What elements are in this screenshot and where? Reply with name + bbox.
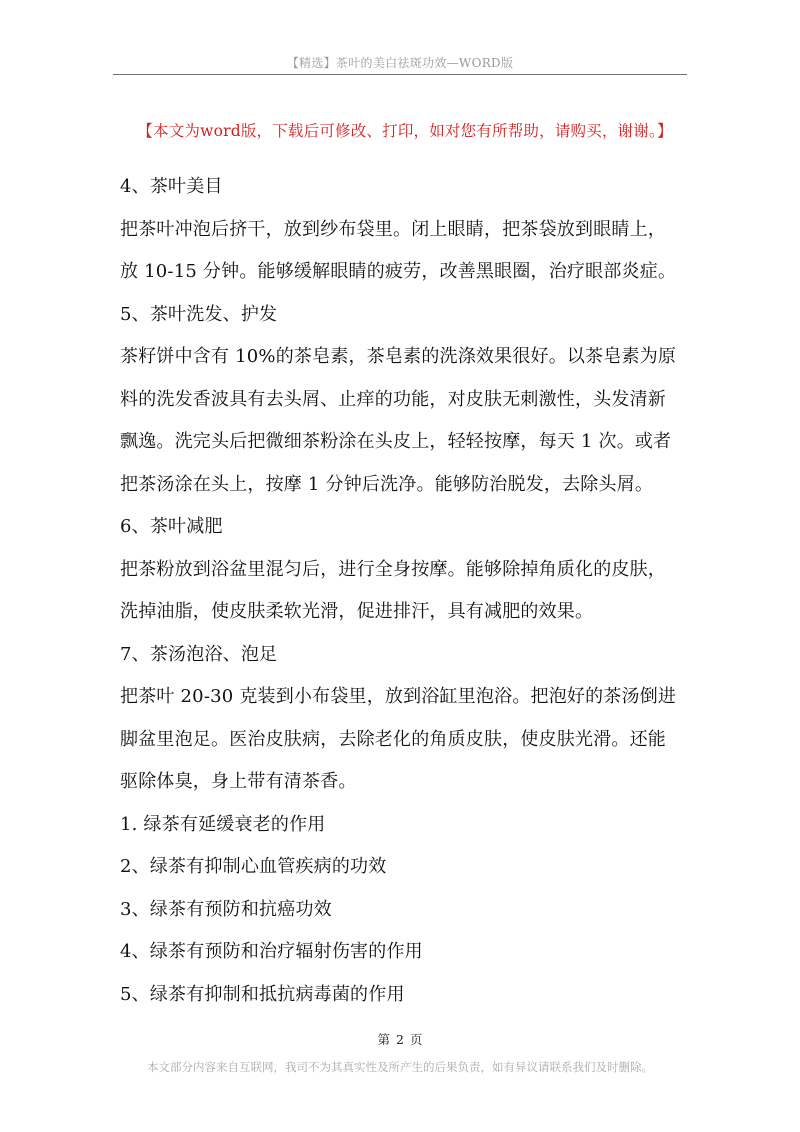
paragraph-line: 把茶粉放到浴盆里混匀后，进行全身按摩。能够除掉角质化的皮肤， [120,558,666,580]
page-suffix: 页 [409,1032,423,1047]
page-header-title: 【精选】茶叶的美白祛斑功效—WORD版 [286,56,514,70]
page-number-value: 2 [396,1032,404,1047]
page-prefix: 第 [377,1032,391,1047]
list-item: 3、绿茶有预防和抗癌功效 [120,898,332,920]
paragraph-line: 茶籽饼中含有 10%的茶皂素，茶皂素的洗涤效果很好。以茶皂素为原 [120,346,677,367]
paragraph-line: 料的洗发香波具有去头屑、止痒的功能，对皮肤无刺激性，头发清新 [120,388,666,410]
paragraph-line: 驱除体臭，身上带有清茶香。 [120,771,357,792]
paragraph-line: 把茶叶 20-30 克装到小布袋里，放到浴缸里泡浴。把泡好的茶汤倒进 [120,686,677,707]
paragraph-line: 飘逸。洗完头后把微细茶粉涂在头皮上，轻轻按摩，每天 1 次。或者 [120,431,672,452]
page-number [0,1030,800,1048]
header-divider [113,74,687,75]
paragraph-line: 放 10-15 分钟。能够缓解眼睛的疲劳，改善黑眼圈，治疗眼部炎症。 [120,261,677,282]
section-heading-hair: 5、茶叶洗发、护发 [120,303,278,325]
paragraph-line: 脚盆里泡足。医治皮肤病，去除老化的角质皮肤，使皮肤光滑。还能 [120,728,666,750]
list-item: 1. 绿茶有延缓衰老的作用 [120,813,326,835]
section-heading-eyes: 4、茶叶美目 [120,176,223,197]
paragraph-line: 洗掉油脂，使皮肤柔软光滑，促进排汗，具有减肥的效果。 [120,601,594,622]
section-heading-bath: 7、茶汤泡浴、泡足 [120,643,278,665]
paragraph-line: 把茶叶冲泡后挤干，放到纱布袋里。闭上眼睛，把茶袋放到眼睛上， [120,218,666,240]
paragraph-line: 把茶汤涂在头上，按摩 1 分钟后洗净。能够防治脱发，去除头屑。 [120,473,654,495]
red-notice: 【本文为word版，下载后可修改、打印，如对您有所帮助，请购买，谢谢。】 [137,122,673,140]
document-body [120,166,688,1016]
list-item: 4、绿茶有预防和治疗辐射伤害的作用 [120,941,423,962]
list-item: 5、绿茶有抑制和抵抗病毒菌的作用 [120,983,405,1005]
list-item: 2、绿茶有抑制心血管疾病的功效 [120,856,387,877]
footer-disclaimer: 本文部分内容来自互联网，我司不为其真实性及所产生的后果负责，如有异议请联系我们及时删除。 [147,1060,653,1074]
section-heading-slimming: 6、茶叶减肥 [120,516,223,537]
